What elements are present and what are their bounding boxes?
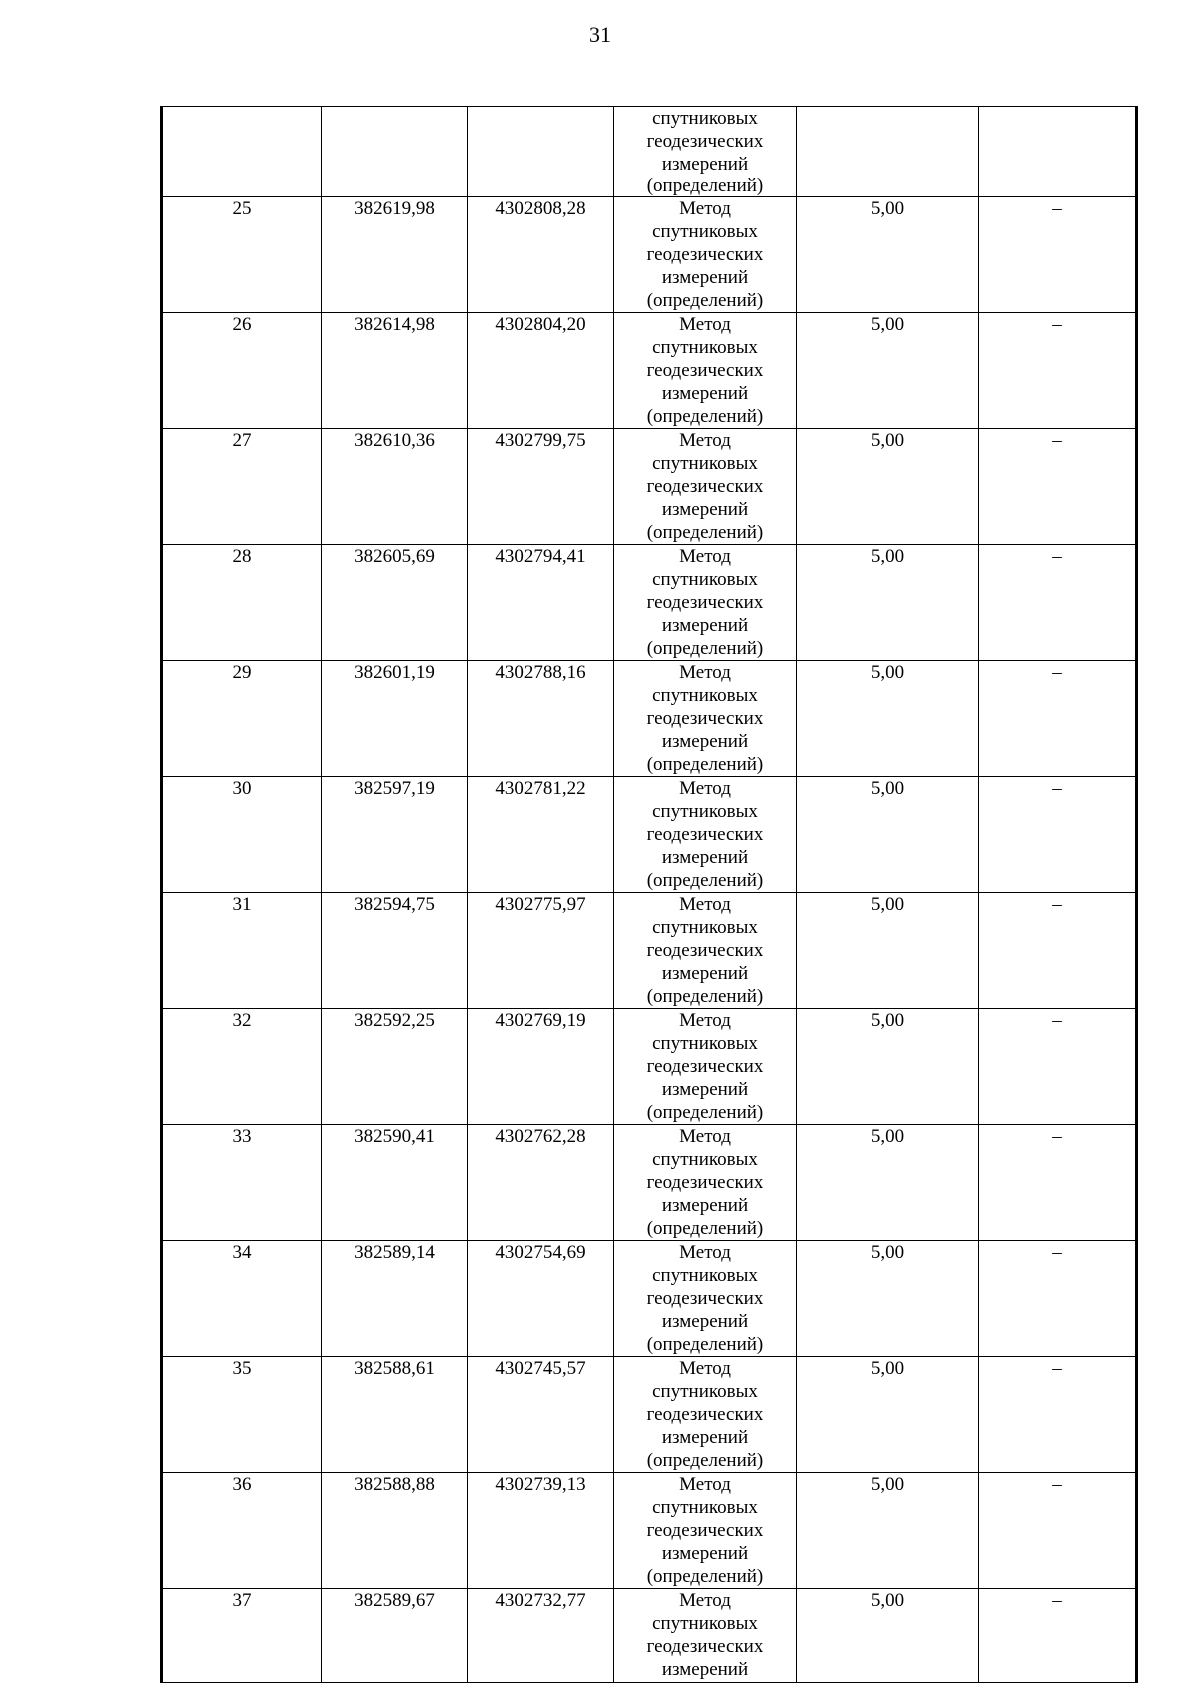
method-text-line: геодезических — [646, 1288, 764, 1309]
method-text-line: спутниковых — [652, 917, 758, 938]
cell-x: 382589,14 — [322, 1241, 468, 1357]
cell-point-number: 34 — [162, 1241, 322, 1357]
method-text-line: спутниковых — [652, 685, 758, 706]
table-row-continuation — [162, 107, 1137, 197]
method-text-line: Метод — [679, 1358, 731, 1379]
cell-x: 382589,67 — [322, 1589, 468, 1683]
cell-point-number: 25 — [162, 197, 322, 313]
cell-accuracy: 5,00 — [797, 545, 979, 661]
method-text-line: спутниковых — [652, 1265, 758, 1286]
cell-accuracy: 5,00 — [797, 1125, 979, 1241]
method-text-line: геодезических — [646, 824, 764, 845]
table-row — [162, 1589, 1137, 1683]
cell-point-number: 33 — [162, 1125, 322, 1241]
method-text-line: измерений — [661, 267, 749, 288]
cell-x: 382605,69 — [322, 545, 468, 661]
cell-x: 382601,19 — [322, 661, 468, 777]
method-text-line: Метод — [679, 778, 731, 799]
method-text-line: измерений — [661, 499, 749, 520]
cell-y: 4302739,13 — [468, 1473, 614, 1589]
method-text-line: измерений — [661, 1079, 749, 1100]
table-row — [162, 1125, 1137, 1241]
method-text-line: Метод — [679, 314, 731, 335]
cell-extra: – — [979, 1241, 1137, 1357]
cell-accuracy: 5,00 — [797, 1589, 979, 1683]
cell-accuracy: 5,00 — [797, 777, 979, 893]
method-text-line: геодезических — [646, 360, 764, 381]
cell-y: 4302769,19 — [468, 1009, 614, 1125]
method-text-line: Метод — [679, 1590, 731, 1611]
method-text-line: геодезических — [646, 592, 764, 613]
cell-extra: – — [979, 1009, 1137, 1125]
cell-y: 4302754,69 — [468, 1241, 614, 1357]
cell-extra: – — [979, 197, 1137, 313]
method-text-line: измерений — [661, 1427, 749, 1448]
method-text-line: (определений) — [646, 754, 764, 775]
cell-extra: – — [979, 661, 1137, 777]
cell-accuracy: 5,00 — [797, 661, 979, 777]
cell-point-number: 32 — [162, 1009, 322, 1125]
method-text-line: Метод — [679, 546, 731, 567]
cell-method — [614, 107, 797, 197]
method-text-line: измерений — [661, 1543, 749, 1564]
method-text-line: геодезических — [646, 1520, 764, 1541]
method-text-line: спутниковых — [652, 221, 758, 242]
cell-method — [614, 197, 797, 313]
cell-extra: – — [979, 1357, 1137, 1473]
table-row — [162, 661, 1137, 777]
method-text-line: геодезических — [646, 1636, 764, 1657]
cell-method — [614, 1357, 797, 1473]
cell-extra — [979, 107, 1137, 197]
cell-x: 382594,75 — [322, 893, 468, 1009]
method-text-line: геодезических — [646, 476, 764, 497]
cell-point-number: 29 — [162, 661, 322, 777]
table-row — [162, 893, 1137, 1009]
method-text-line: измерений — [661, 847, 749, 868]
cell-point-number: 37 — [162, 1589, 322, 1683]
method-text-line: спутниковых — [652, 1033, 758, 1054]
method-text-line: (определений) — [646, 1450, 764, 1471]
table-row — [162, 1473, 1137, 1589]
method-text-line: геодезических — [646, 1404, 764, 1425]
method-text-line: спутниковых — [652, 1613, 758, 1634]
method-text-line: Метод — [679, 430, 731, 451]
table-row — [162, 1357, 1137, 1473]
cell-x: 382597,19 — [322, 777, 468, 893]
cell-extra: – — [979, 429, 1137, 545]
method-text-line: спутниковых — [652, 108, 758, 129]
cell-y: 4302775,97 — [468, 893, 614, 1009]
cell-y: 4302794,41 — [468, 545, 614, 661]
cell-point-number: 31 — [162, 893, 322, 1009]
method-text-line: спутниковых — [652, 337, 758, 358]
cell-y: 4302781,22 — [468, 777, 614, 893]
cell-method — [614, 661, 797, 777]
cell-point-number: 27 — [162, 429, 322, 545]
cell-y: 4302804,20 — [468, 313, 614, 429]
coordinates-table-body — [162, 107, 1137, 1683]
cell-x: 382592,25 — [322, 1009, 468, 1125]
method-text-line: спутниковых — [652, 453, 758, 474]
cell-method — [614, 893, 797, 1009]
table-row — [162, 197, 1137, 313]
method-text-line: спутниковых — [652, 1381, 758, 1402]
method-text-line: (определений) — [646, 986, 764, 1007]
cell-point-number: 36 — [162, 1473, 322, 1589]
cell-x: 382588,61 — [322, 1357, 468, 1473]
cell-y: 4302808,28 — [468, 197, 614, 313]
cell-accuracy: 5,00 — [797, 197, 979, 313]
cell-accuracy: 5,00 — [797, 429, 979, 545]
cell-x — [322, 107, 468, 197]
method-text-line: измерений — [661, 154, 749, 175]
coordinates-table — [160, 106, 1138, 1683]
method-text-line: (определений) — [646, 1102, 764, 1123]
method-text-line: Метод — [679, 198, 731, 219]
cell-method — [614, 313, 797, 429]
method-text-line: Метод — [679, 1010, 731, 1031]
table-row — [162, 1241, 1137, 1357]
method-text-line: Метод — [679, 1474, 731, 1495]
method-text-line: Метод — [679, 662, 731, 683]
method-text-line: Метод — [679, 1126, 731, 1147]
cell-x: 382619,98 — [322, 197, 468, 313]
method-text-line: геодезических — [646, 940, 764, 961]
method-text-line: (определений) — [646, 638, 764, 659]
cell-accuracy: 5,00 — [797, 1009, 979, 1125]
method-text-line: измерений — [661, 1659, 749, 1680]
cell-y: 4302788,16 — [468, 661, 614, 777]
method-text-line: геодезических — [646, 1172, 764, 1193]
method-text-line: Метод — [679, 1242, 731, 1263]
cell-extra: – — [979, 313, 1137, 429]
cell-point-number: 28 — [162, 545, 322, 661]
table-row — [162, 777, 1137, 893]
cell-extra: – — [979, 545, 1137, 661]
cell-method — [614, 777, 797, 893]
page-number: 31 — [589, 22, 611, 47]
method-text-line: геодезических — [646, 708, 764, 729]
table-row — [162, 1009, 1137, 1125]
cell-x: 382614,98 — [322, 313, 468, 429]
cell-accuracy: 5,00 — [797, 1357, 979, 1473]
cell-y — [468, 107, 614, 197]
cell-y: 4302762,28 — [468, 1125, 614, 1241]
table-row — [162, 313, 1137, 429]
method-text-line: спутниковых — [652, 801, 758, 822]
method-text-line: измерений — [661, 1195, 749, 1216]
cell-method — [614, 1473, 797, 1589]
method-text-line: (определений) — [646, 290, 764, 311]
cell-extra: – — [979, 777, 1137, 893]
table-row — [162, 429, 1137, 545]
method-text-line: измерений — [661, 615, 749, 636]
method-text-line: (определений) — [646, 522, 764, 543]
method-text-line: измерений — [661, 383, 749, 404]
method-text-line: (определений) — [646, 870, 764, 891]
cell-method — [614, 1589, 797, 1683]
cell-method — [614, 429, 797, 545]
method-text-line: спутниковых — [652, 1497, 758, 1518]
method-text-line: измерений — [661, 963, 749, 984]
method-text-line: геодезических — [646, 244, 764, 265]
table-row — [162, 545, 1137, 661]
method-text-line: (определений) — [646, 1218, 764, 1239]
cell-extra: – — [979, 893, 1137, 1009]
cell-point-number: 30 — [162, 777, 322, 893]
cell-point-number: 35 — [162, 1357, 322, 1473]
cell-point-number: 26 — [162, 313, 322, 429]
cell-point-number — [162, 107, 322, 197]
cell-accuracy: 5,00 — [797, 893, 979, 1009]
cell-accuracy — [797, 107, 979, 197]
cell-x: 382588,88 — [322, 1473, 468, 1589]
method-text-line: геодезических — [646, 131, 764, 152]
cell-accuracy: 5,00 — [797, 313, 979, 429]
cell-y: 4302799,75 — [468, 429, 614, 545]
cell-y: 4302732,77 — [468, 1589, 614, 1683]
cell-x: 382590,41 — [322, 1125, 468, 1241]
method-text-line: Метод — [679, 894, 731, 915]
method-text-line: измерений — [661, 1311, 749, 1332]
cell-extra: – — [979, 1473, 1137, 1589]
cell-method — [614, 1241, 797, 1357]
method-text-line: (определений) — [646, 1334, 764, 1355]
method-text-line: геодезических — [646, 1056, 764, 1077]
method-text-line: измерений — [661, 731, 749, 752]
method-text-line: (определений) — [646, 175, 764, 196]
cell-accuracy: 5,00 — [797, 1473, 979, 1589]
method-text-line: (определений) — [646, 1566, 764, 1587]
method-text-line: спутниковых — [652, 1149, 758, 1170]
cell-y: 4302745,57 — [468, 1357, 614, 1473]
cell-method — [614, 545, 797, 661]
method-text-line: спутниковых — [652, 569, 758, 590]
cell-x: 382610,36 — [322, 429, 468, 545]
cell-method — [614, 1125, 797, 1241]
method-text-line: (определений) — [646, 406, 764, 427]
cell-extra: – — [979, 1589, 1137, 1683]
cell-accuracy: 5,00 — [797, 1241, 979, 1357]
cell-method — [614, 1009, 797, 1125]
cell-extra: – — [979, 1125, 1137, 1241]
